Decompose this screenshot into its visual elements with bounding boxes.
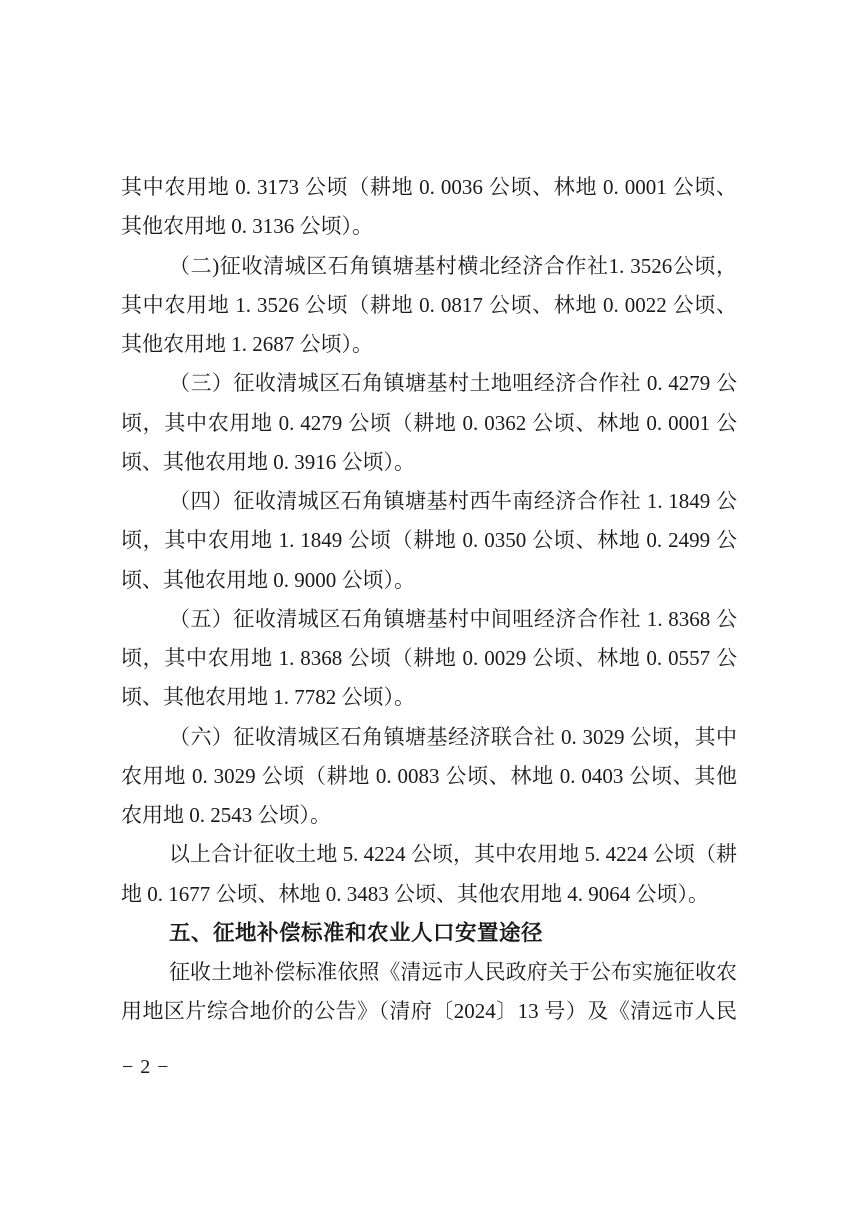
document-line: 其中农用地 1. 3526 公顷（耕地 0. 0817 公顷、林地 0. 0022 公顷、 bbox=[121, 292, 737, 317]
document-line: （三）征收清城区石角镇塘基村土地咀经济合作社 0. 4279 公 bbox=[169, 371, 737, 396]
document-line: 农用地 0. 2543 公顷）。 bbox=[121, 803, 331, 827]
document-line: 顷、其他农用地 0. 9000 公顷）。 bbox=[121, 567, 415, 592]
document-line: 顷，其中农用地 1. 8368 公顷（耕地 0. 0029 公顷、林地 0. 0557 公 bbox=[121, 646, 737, 670]
document-line: 其中农用地 0. 3173 公顷（耕地 0. 0036 公顷、林地 0. 0001 公顷、 bbox=[121, 175, 737, 199]
document-line: 征收土地补偿标准依照《清远市人民政府关于公布实施征收农 bbox=[169, 960, 737, 984]
document-line: 顷、其他农用地 1. 7782 公顷）。 bbox=[121, 685, 415, 710]
document-line: 顷，其中农用地 1. 1849 公顷（耕地 0. 0350 公顷、林地 0. 2499 公 bbox=[121, 528, 737, 553]
document-line: 顷，其中农用地 0. 4279 公顷（耕地 0. 0362 公顷、林地 0. 0001 公 bbox=[121, 410, 737, 435]
document-line: 其他农用地 0. 3136 公顷）。 bbox=[121, 214, 373, 239]
document-line: （二)征收清城区石角镇塘基村横北经济合作社1. 3526公顷， bbox=[169, 253, 737, 278]
document-line: 农用地 0. 3029 公顷（耕地 0. 0083 公顷、林地 0. 0403 公顷、其他 bbox=[121, 763, 737, 788]
document-line: 以上合计征收土地 5. 4224 公顷，其中农用地 5. 4224 公顷（耕 bbox=[169, 842, 737, 867]
document-line: （六）征收清城区石角镇塘基经济联合社 0. 3029 公顷，其中 bbox=[169, 724, 737, 749]
document-line: （四）征收清城区石角镇塘基村西牛南经济合作社 1. 1849 公 bbox=[169, 489, 737, 513]
document-line: 顷、其他农用地 0. 3916 公顷）。 bbox=[121, 449, 415, 474]
document-line: （五）征收清城区石角镇塘基村中间咀经济合作社 1. 8368 公 bbox=[169, 606, 737, 631]
section-heading: 五、征地补偿标准和农业人口安置途径 bbox=[169, 920, 544, 945]
document-line: 其他农用地 1. 2687 公顷）。 bbox=[121, 332, 373, 356]
document-line: 地 0. 1677 公顷、林地 0. 3483 公顷、其他农用地 4. 9064 公顷）。 bbox=[121, 881, 709, 906]
document-body-text bbox=[121, 168, 737, 1032]
page-number: − 2 − bbox=[122, 1056, 170, 1078]
document-line: 用地区片综合地价的公告》（清府〔2024〕13 号）及《清远市人民 bbox=[121, 999, 737, 1024]
